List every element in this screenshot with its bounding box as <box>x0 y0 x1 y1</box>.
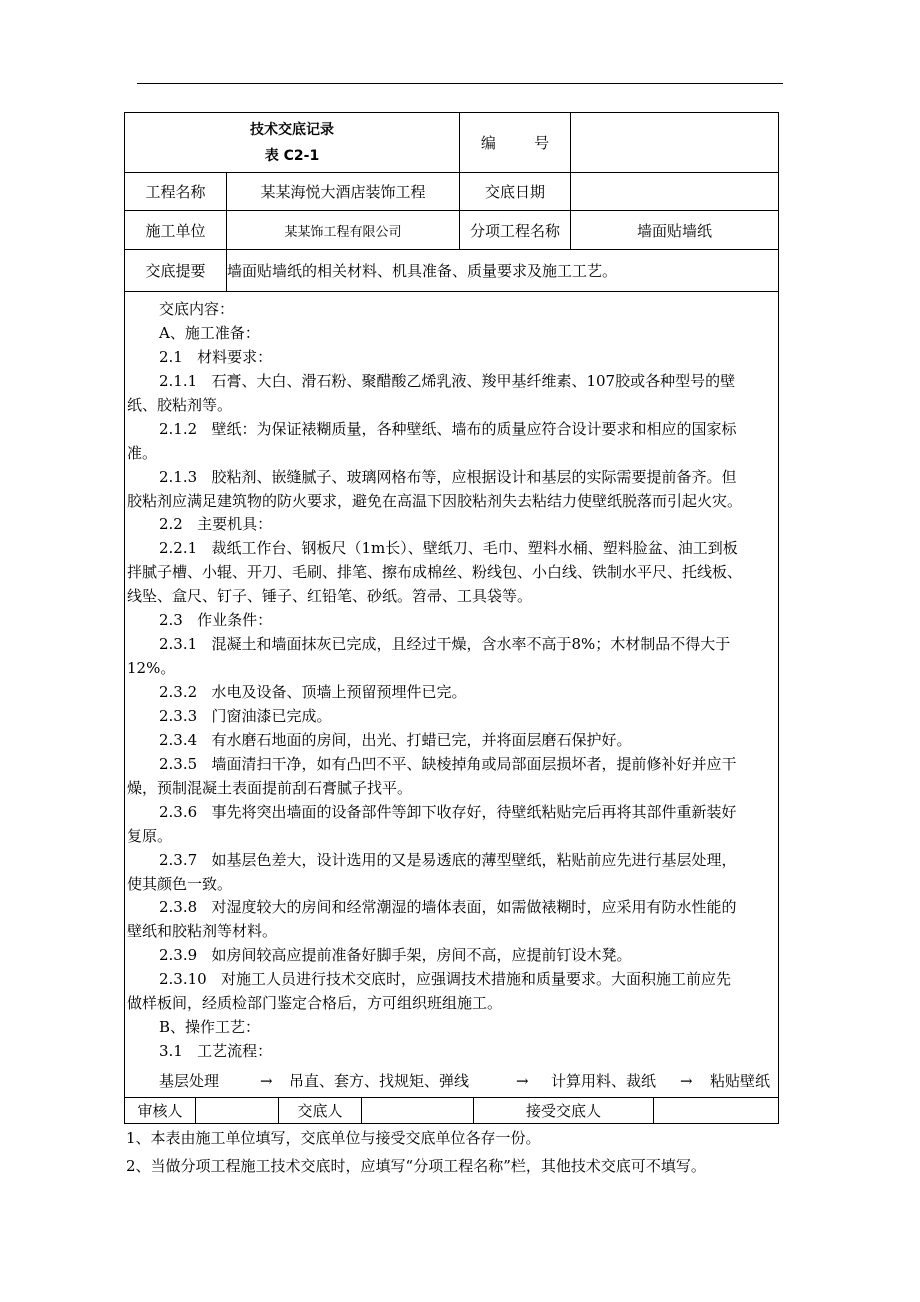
reviewer-field[interactable] <box>196 1098 279 1124</box>
content-line: 2.1.1 石膏、大白、滑石粉、聚醋酸乙烯乳液、羧甲基纤维素、107胶或各种型号的壁 <box>159 371 736 390</box>
content-line: 做样板间，经质检部门鉴定合格后，方可组织班组施工。 <box>127 994 503 1013</box>
discloser-label: 交底人 <box>279 1098 362 1124</box>
content-line: 拌腻子槽、小辊、开刀、毛刷、排笔、擦布成棉丝、粉线包、小白线、铁制水平尺、托线板、 <box>127 563 743 582</box>
content-line: 2.2 主要机具： <box>159 515 273 534</box>
form-title <box>125 113 460 173</box>
content-line: 壁纸和胶粘剂等材料。 <box>127 922 278 941</box>
content-line: 2.3.3 门窗油漆已完成。 <box>159 706 332 725</box>
flow-arrow-icon: → <box>516 1072 529 1090</box>
form-title-main: 技术交底记录 <box>250 121 334 138</box>
form-title-code: 表 C2-1 <box>264 147 320 164</box>
discloser-field[interactable] <box>362 1098 474 1124</box>
flow-arrow-icon: → <box>680 1072 693 1090</box>
contractor-value: 某某饰工程有限公司 <box>227 211 460 250</box>
flow-step-2: 吊直、套方、找规矩、弹线 <box>289 1072 470 1090</box>
content-line: 2.1.3 胶粘剂、嵌缝腻子、玻璃网格布等，应根据设计和基层的实际需要提前备齐。但 <box>159 467 737 486</box>
content-box <box>124 291 779 1098</box>
note-1: 1、本表由施工单位填写，交底单位与接受交底单位各存一份。 <box>126 1129 541 1147</box>
content-line: 燥，预制混凝土表面提前刮石膏腻子找平。 <box>127 778 413 797</box>
content-line: 2.3.9 如房间较高应提前准备好脚手架，房间不高，应提前钉设木凳。 <box>159 946 632 965</box>
content-line: 2.3.7 如基层色差大，设计选用的又是易透底的薄型壁纸，粘贴前应先进行基层处理， <box>159 850 737 869</box>
content-line: 复原。 <box>127 826 173 845</box>
number-label: 编 号 <box>460 113 571 173</box>
content-line: 2.3.4 有水磨石地面的房间，出光、打蜡已完，并将面层磨石保护好。 <box>159 730 632 749</box>
flow-step-3: 计算用料、裁纸 <box>551 1072 657 1090</box>
receiver-label: 接受交底人 <box>474 1098 654 1124</box>
content-line: 使其颜色一致。 <box>127 874 233 893</box>
top-rule <box>137 83 783 84</box>
content-line: 2.3.5 墙面清扫干净，如有凸凹不平、缺棱掉角或局部面层损坏者，提前修补好并应干 <box>159 754 737 773</box>
receiver-field[interactable] <box>654 1098 779 1124</box>
content-line: 准。 <box>127 443 158 462</box>
content-lines <box>125 298 779 1064</box>
content-line: 线坠、盒尺、钉子、锤子、红铅笔、砂纸。笤帚、工具袋等。 <box>127 587 533 606</box>
content-line: 交底内容： <box>159 300 235 318</box>
content-line: 纸、胶粘剂等。 <box>127 395 233 414</box>
content-line: 2.1.2 壁纸：为保证裱糊质量，各种壁纸、墙布的质量应符合设计要求和相应的国家标 <box>159 419 737 438</box>
content-line: 2.3.1 混凝土和墙面抹灰已完成，且经过干燥，含水率不高于8%；木材制品不得大于 <box>159 635 731 654</box>
content-line: B、操作工艺： <box>159 1018 261 1037</box>
content-line: 3.1 工艺流程： <box>159 1042 273 1061</box>
note-2: 2、当做分项工程施工技术交底时，应填写“分项工程名称”栏，其他技术交底可不填写。 <box>126 1157 706 1175</box>
content-line: 2.3 作业条件： <box>159 611 273 630</box>
reviewer-label: 审核人 <box>125 1098 196 1124</box>
process-flow <box>125 1069 778 1093</box>
content-line: 2.1 材料要求： <box>159 347 273 366</box>
sub-project-label: 分项工程名称 <box>460 211 571 250</box>
content-line: 胶粘剂应满足建筑物的防火要求，避免在高温下因胶粘剂失去粘结力使壁纸脱落而引起火灾。 <box>127 491 743 510</box>
project-name-value: 某某海悦大酒店装饰工程 <box>227 173 460 211</box>
header-table <box>124 112 779 292</box>
date-field[interactable] <box>571 173 779 211</box>
content-line: 2.2.1 裁纸工作台、钢板尺（1m长）、壁纸刀、毛巾、塑料水桶、塑料脸盆、油工到板 <box>159 539 738 558</box>
content-line: 2.3.8 对湿度较大的房间和经常潮湿的墙体表面，如需做裱糊时，应采用有防水性能的 <box>159 898 737 917</box>
summary-label: 交底提要 <box>125 250 227 292</box>
number-field[interactable] <box>571 113 779 173</box>
contractor-label: 施工单位 <box>125 211 227 250</box>
content-line: 12%。 <box>127 659 176 678</box>
date-label: 交底日期 <box>460 173 571 211</box>
flow-step-4: 粘贴壁纸 <box>710 1072 771 1090</box>
sub-project-value: 墙面贴墙纸 <box>571 211 779 250</box>
content-line: 2.3.2 水电及设备、顶墙上预留预埋件已完。 <box>159 683 467 701</box>
flow-step-1: 基层处理 <box>159 1072 220 1090</box>
summary-value: 墙面贴墙纸的相关材料、机具准备、质量要求及施工工艺。 <box>227 250 779 292</box>
project-name-label: 工程名称 <box>125 173 227 211</box>
signature-table <box>124 1097 779 1124</box>
content-line: A、施工准备： <box>159 323 260 342</box>
content-line: 2.3.10 对施工人员进行技术交底时，应强调技术措施和质量要求。大面积施工前应先 <box>159 970 732 989</box>
flow-arrow-icon: → <box>260 1072 273 1090</box>
content-line: 2.3.6 事先将突出墙面的设备部件等卸下收存好，待壁纸粘贴完后再将其部件重新装好 <box>159 802 737 821</box>
